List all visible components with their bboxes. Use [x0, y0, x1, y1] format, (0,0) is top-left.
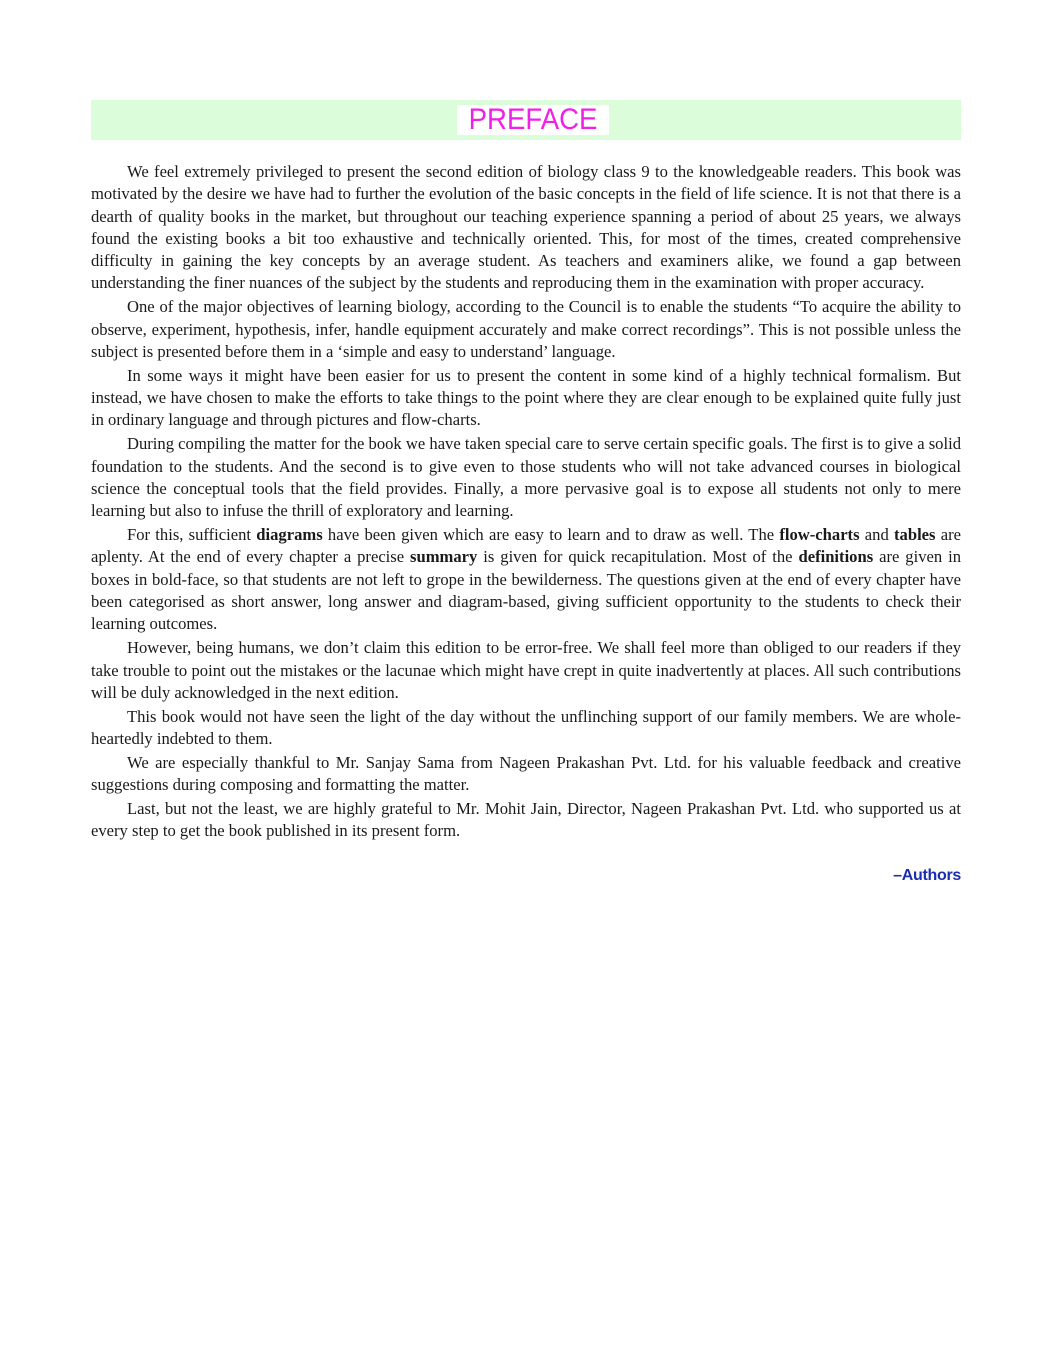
- bold-term-tables: tables: [894, 525, 936, 545]
- text-segment: are aplenty. At the end of every chapter a precise: [91, 525, 962, 567]
- bold-term-diagrams: diagrams: [256, 525, 323, 545]
- bold-term-summary: summary: [410, 547, 478, 567]
- bold-term-definitions: definitions: [798, 547, 874, 567]
- paragraph-approach: In some ways it might have been easier for us to present the content in some kind of a highly technical formalism. But instead, we have chosen to make the efforts to take things to the point where they are clear enough to be explained quite fully just in ordinary language and through pictures and flow-charts.: [91, 365, 961, 430]
- preface-page: [91, 100, 961, 885]
- paragraph-family: This book would not have seen the light of the day without the unflinching support of our family members. We are whole-heartedly indebted to them.: [91, 706, 961, 748]
- authors-signature: –Authors: [893, 866, 961, 884]
- title-band: [91, 100, 961, 140]
- paragraph-intro: We feel extremely privileged to present the second edition of biology class 9 to the knowledgeable readers. This book was motivated by the desire we have had to further the evolution of the basic concepts in the field of life science. It is not that there is a dearth of quality books in the market, but throughout our teaching experience spanning a period of about 25 years, we always found the existing books a bit too exhaustive and technically oriented. This, for most of the times, created comprehensive difficulty in gaining the key concepts by an average student. As teachers and examiners alike, we found a gap between understanding the finer nuances of the subject by the students and reproducing them in the examination with proper accuracy.: [91, 162, 961, 293]
- paragraph-errors: However, being humans, we don’t claim this edition to be error-free. We shall feel more than obliged to our readers if they take trouble to point out the mistakes or the lacunae which might have crept in quite inadvertently at places. All such contributions will be duly acknowledged in the next edition.: [91, 638, 961, 702]
- text-segment: are given in boxes in bold-face, so that students are not left to grope in the bewilderness. The questions given at the end of every chapter have been categorised as short answer, long answer and diagram-based, giving sufficient opportunity to the students to check their learning outcomes.: [91, 547, 961, 634]
- paragraph-thanks-jain: Last, but not the least, we are highly grateful to Mr. Mohit Jain, Director, Nageen Prakashan Pvt. Ltd. who supported us at every step to get the book published in its present form.: [91, 799, 961, 841]
- page-title: PREFACE: [468, 103, 598, 136]
- text-segment: have been given which are easy to learn and to draw as well. The: [322, 525, 780, 545]
- paragraph-goals: During compiling the matter for the book we have taken special care to serve certain specific goals. The first is to give a solid foundation to the students. And the second is to give even to those students who will not take advanced courses in biological science the conceptual tools that the field provides. Finally, a more pervasive goal is to expose all students not only to mere learning but also to infuse the thrill of exploratory and learning.: [91, 434, 961, 521]
- text-segment: is given for quick recapitulation. Most of the: [477, 547, 799, 567]
- text-segment: For this, sufficient: [127, 525, 257, 545]
- paragraph-features: [91, 524, 961, 635]
- paragraph-objectives: One of the major objectives of learning biology, according to the Council is to enable the students “To acquire the ability to observe, experiment, hypothesis, infer, handle equipment accurately and make correct recordings”. This is not possible unless the subject is presented before them in a ‘simple and easy to understand’ language.: [91, 297, 961, 361]
- paragraph-thanks-sama: We are especially thankful to Mr. Sanjay Sama from Nageen Prakashan Pvt. Ltd. for his valuable feedback and creative suggestions during composing and formatting the matter.: [91, 752, 961, 795]
- preface-body: [91, 161, 961, 843]
- text-segment: and: [859, 525, 895, 545]
- title-box: [457, 105, 609, 135]
- bold-term-flow-charts: flow-charts: [779, 525, 860, 545]
